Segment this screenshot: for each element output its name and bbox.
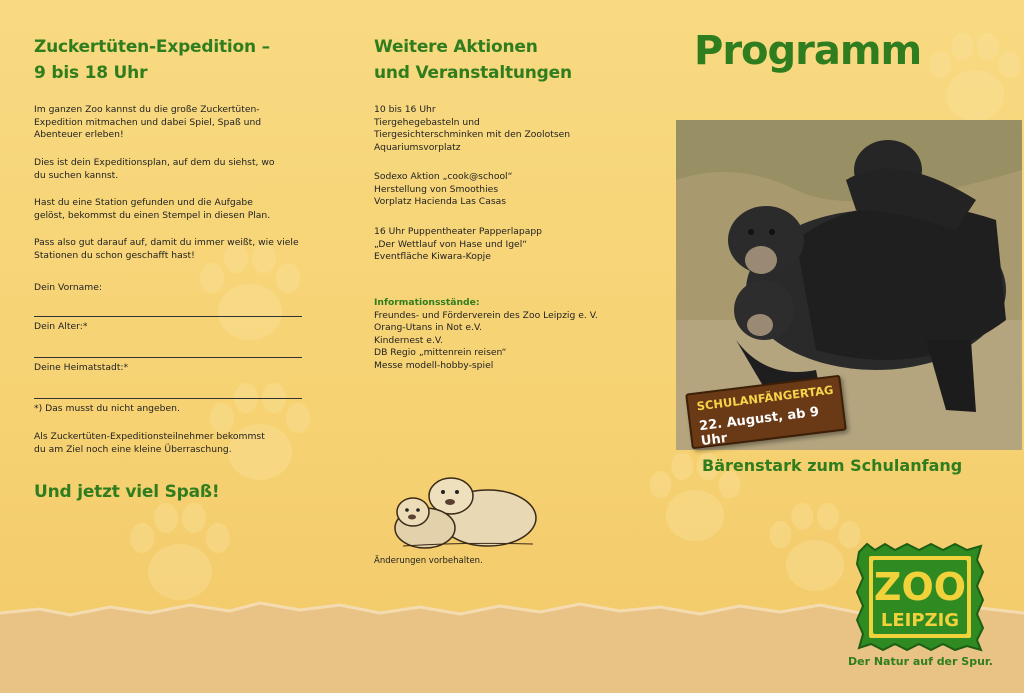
info-heading: Informationsstände: [374, 297, 480, 308]
zoo-leipzig-logo [855, 542, 985, 652]
subtitle: Bärenstark zum Schulanfang [702, 456, 963, 475]
event-line: 10 bis 16 Uhr [374, 104, 436, 115]
event-line: „Der Wettlauf von Hase und Igel“ [374, 238, 528, 250]
event-block [374, 104, 570, 154]
alter-label: Dein Alter:* [34, 321, 88, 332]
event-line: Vorplatz Hacienda Las Casas [374, 196, 507, 208]
page-title: Programm [694, 28, 922, 74]
left-heading: Zuckertüten-Expedition – 9 bis 18 Uhr [34, 37, 270, 83]
vorname-label: Dein Vorname: [34, 282, 102, 293]
middle-heading: Weitere Aktionen und Veranstaltungen [374, 37, 572, 83]
info-item: Orang-Utans in Not e.V. [374, 322, 483, 334]
hyrax-illustration [393, 468, 543, 550]
sign-date: 22. August, ab 9 Uhr [698, 404, 820, 450]
paragraph: Dies ist dein Expeditionsplan, auf dem du siehst, wo du suchen kannst. [34, 157, 275, 181]
paragraph: Pass also gut darauf auf, damit du immer weißt, wie viele Stationen du schon geschafft hast! [34, 237, 299, 261]
event-line: Sodexo Aktion „cook@school“ [374, 171, 513, 182]
event-block [374, 226, 542, 264]
paw-print-icon [920, 30, 1024, 130]
event-block [374, 171, 512, 209]
heimatstadt-field[interactable] [34, 398, 302, 399]
info-item: Messe modell-hobby-spiel [374, 359, 494, 371]
event-line: Tiergesichterschminken mit den Zoolotsen [374, 129, 571, 141]
event-line: Tiergehegebasteln und [374, 116, 480, 128]
sign-title: SCHULANFÄNGERTAG [695, 382, 835, 414]
logo-text-leipzig: LEIPZIG [880, 610, 960, 631]
event-line: 16 Uhr Puppentheater Papperlapapp [374, 226, 543, 237]
info-item: Kindernest e.V. [374, 334, 443, 346]
heimatstadt-label: Deine Heimatstadt:* [34, 362, 129, 373]
changes-note: Änderungen vorbehalten. [374, 556, 483, 566]
vorname-field[interactable] [34, 316, 302, 317]
event-line: Eventfläche Kiwara-Kopje [374, 251, 491, 263]
alter-field[interactable] [34, 357, 302, 358]
event-line: Aquariumsvorplatz [374, 141, 461, 153]
closing-heading: Und jetzt viel Spaß! [34, 482, 220, 502]
paragraph: Im ganzen Zoo kannst du die große Zuckertüten-Expedition mitmachen und dabei Spiel, Spaß und Abenteuer erleben! [34, 104, 262, 141]
info-item: DB Regio „mittenrein reisen“ [374, 347, 507, 359]
footnote: *) Das musst du nicht angeben. [34, 403, 180, 414]
info-item: Freundes- und Förderverein des Zoo Leipzig e. V. [374, 309, 598, 321]
event-line: Herstellung von Smoothies [374, 183, 499, 195]
paragraph: Hast du eine Station gefunden und die Aufgabe gelöst, bekommst du einen Stempel in diesen Plan. [34, 197, 271, 221]
logo-text-zoo: ZOO [873, 565, 967, 609]
paragraph: Als Zuckertüten-Expeditionsteilnehmer bekommst du am Ziel noch eine kleine Überraschung. [34, 431, 265, 455]
info-block [374, 297, 598, 373]
tagline: Der Natur auf der Spur. [848, 655, 993, 668]
